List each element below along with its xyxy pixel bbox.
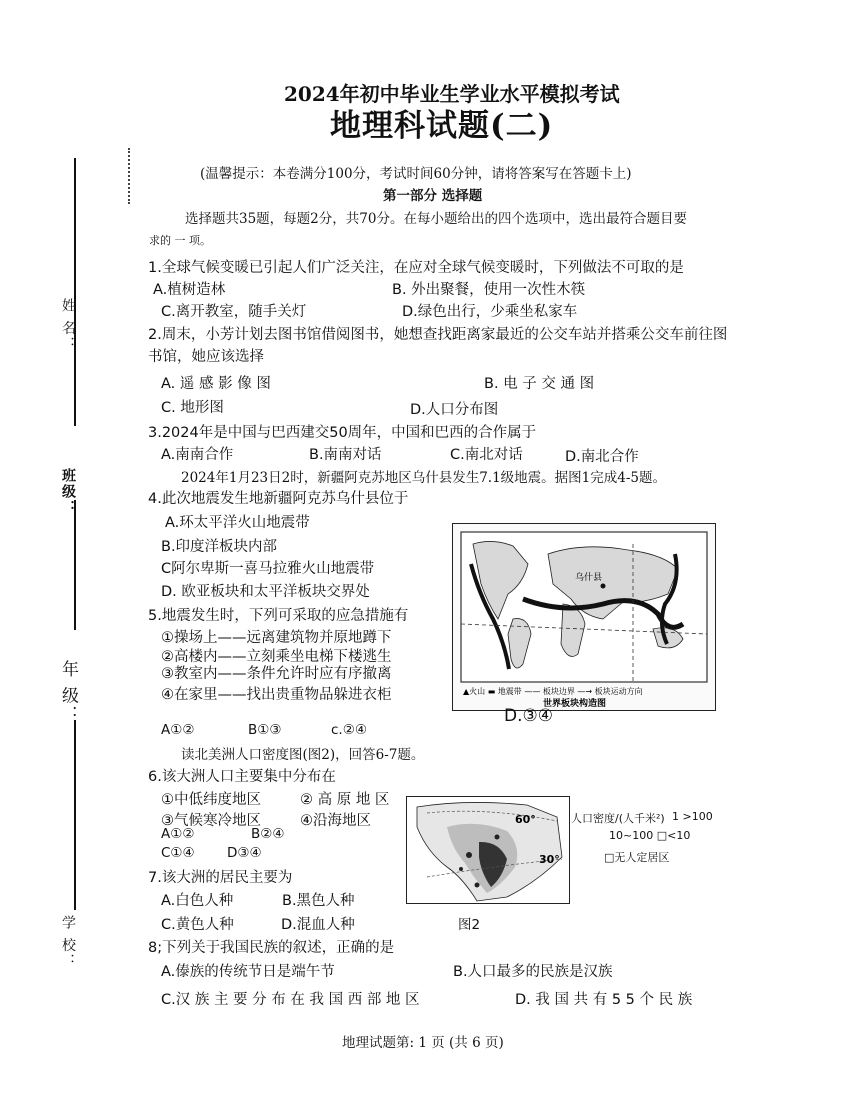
figure2-legend-title: 人口密度/(人千米²) [571,812,665,825]
q4-option-d: D. 欧亚板块和太平洋板块交界处 [161,584,370,600]
q3-stem: 3.2024年是中国与巴西建交50周年，中国和巴西的合作属于 [148,425,537,441]
q1-stem: 1.全球气候变暖已引起人们广泛关注，在应对全球气候变暖时，下列做法不可取的是 [148,260,684,276]
q5-stem: 5.地震发生时，下列可采取的应急措施有 [148,608,409,624]
q4-stem: 4.此次地震发生地新疆阿克苏乌什县位于 [148,491,409,507]
figure1-plate-map [452,523,716,711]
figure1-legend: ▲火山 ▬ 地震带 —— 板块边界 —→ 板块运动方向 [463,687,643,696]
q1-option-b: B. 外出聚餐，使用一次性木筷 [392,282,586,298]
figure2-legend-3: □无人定居区 [604,851,670,864]
q5-item-2: ②高楼内——立刻乘坐电梯下楼逃生 [161,649,392,665]
figure2-population-map [406,796,570,904]
q6-option-c: C①④ [161,845,195,861]
q8-option-d: D. 我 国 共 有 5 5 个 民 族 [515,992,693,1008]
q7-option-c: C.黄色人种 [161,917,234,933]
q6-option-b: B②④ [251,826,285,842]
q6-item-3: ③气候寒冷地区 [161,813,261,829]
q3-option-a: A.南南合作 [161,447,234,463]
instruction-line1: 选择题共35题，每题2分，共70分。在每小题给出的四个选项中，选出最符合题目要 [185,211,687,227]
q7-option-b: B.黑色人种 [282,893,355,909]
class-label: 班级： [60,468,76,516]
q4-option-b: B.印度洋板块内部 [161,539,278,555]
section-title: 第一部分 选择题 [383,188,483,204]
q8-option-b: B.人口最多的民族是汉族 [453,964,613,980]
figure2-caption: 图2 [458,917,481,933]
intro-q6-7: 读北美洲人口密度图(图2)，回答6-7题。 [181,747,425,763]
q5-option-d: D.③④ [504,706,553,726]
q4-option-c: C阿尔卑斯一喜马拉雅火山地震带 [161,561,375,577]
figure2-legend-2: 10~100 □<10 [609,829,691,842]
binding-line-top [74,158,76,426]
q3-option-b: B.南南对话 [309,447,382,463]
latitude-30-label: 30° [539,853,560,866]
subject-title: 地理科试题(二) [330,108,554,144]
q2-option-c: C. 地形图 [161,400,224,416]
q2-stem-line2: 书馆，她应该选择 [148,349,264,365]
q2-option-b: B. 电 子 交 通 图 [484,376,595,392]
q7-stem: 7.该大洲的居民主要为 [148,870,293,886]
binding-line-lower [74,720,76,910]
q8-stem: 8;下列关于我国民族的叙述，正确的是 [148,940,395,956]
page-footer: 地理试题第: 1 页 (共 6 页) [342,1035,504,1051]
q7-option-d: D.混血人种 [281,917,355,933]
wushi-label: 乌什县 [575,573,603,583]
name-label: 姓 名： [60,298,76,353]
q5-option-a: A①② [161,722,195,738]
q1-option-d: D.绿色出行，少乘坐私家车 [402,304,578,320]
q5-option-b: B①③ [248,722,282,738]
q3-option-d: D.南北合作 [565,449,639,465]
binding-line-middle [74,500,76,630]
figure2-legend-1: 1 >100 [672,810,713,823]
school-label: 学 校： [60,915,76,970]
q2-option-d: D.人口分布图 [410,402,499,418]
exam-title: 2024年初中毕业生学业水平模拟考试 [284,82,620,106]
q5-option-c: c.②④ [331,722,367,738]
intro-q4-5: 2024年1月23日2时，新疆阿克苏地区乌什县发生7.1级地震。据图1完成4-5题。 [181,470,667,486]
q6-item-1: ①中低纬度地区 [161,792,261,808]
q1-option-a: A.植树造林 [153,282,226,298]
q5-item-3: ③教室内——条件允许时应有序撤离 [161,666,392,682]
q4-option-a: A.环太平洋火山地震带 [165,515,310,531]
latitude-60-label: 60° [515,813,536,826]
q8-option-a: A.傣族的传统节日是端午节 [161,964,335,980]
q3-option-c: C.南北对话 [450,447,523,463]
q6-option-d: D③④ [227,845,262,861]
binding-dots [128,148,130,204]
q6-stem: 6.该大洲人口主要集中分布在 [148,769,336,785]
q6-option-a: A①② [161,826,195,842]
q6-item-2: ② 高 原 地 区 [300,792,390,808]
q2-option-a: A. 遥 感 影 像 图 [161,376,271,392]
instruction-line2: 求的 一 项。 [149,234,211,247]
q7-option-a: A.白色人种 [161,893,234,909]
q2-stem-line1: 2.周末，小芳计划去图书馆借阅图书，她想查找距离家最近的公交车站并搭乘公交车前往图 [148,327,728,343]
q8-option-c: C.汉 族 主 要 分 布 在 我 国 西 部 地 区 [161,992,420,1008]
north-america-map-graphic [407,797,569,903]
world-map-graphic [453,524,715,710]
q5-item-4: ④在家里——找出贵重物品躲进衣柜 [161,687,392,703]
q5-item-1: ①操场上——远离建筑物并原地蹲下 [161,630,392,646]
grade-label: 年 级： [58,660,78,725]
exam-tip: (温馨提示：本卷满分100分，考试时间60分钟，请将答案写在答题卡上) [200,166,632,182]
q1-option-c: C.离开教室，随手关灯 [161,304,307,320]
q6-item-4: ④沿海地区 [300,813,371,829]
figure1-caption: 世界板块构造图 [543,699,607,709]
